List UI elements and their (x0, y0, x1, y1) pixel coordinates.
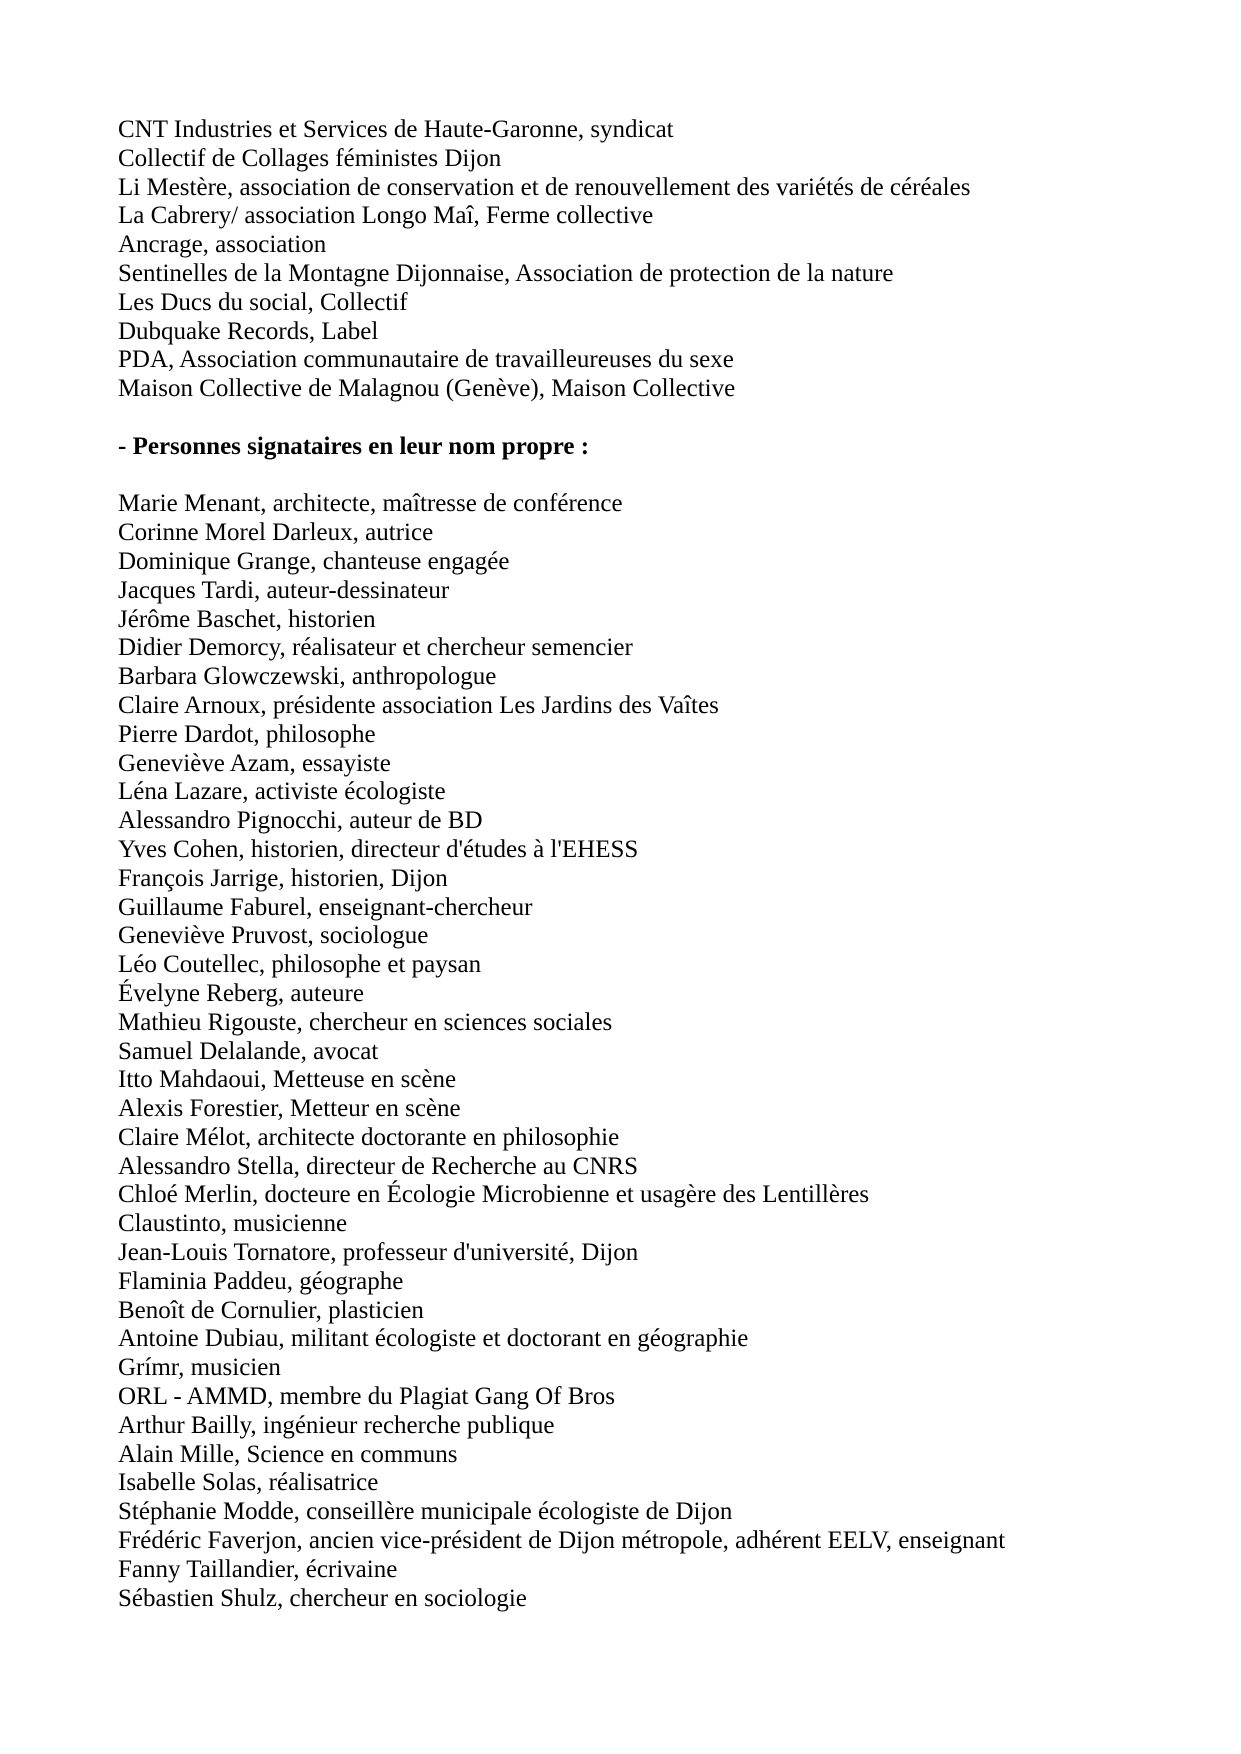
signatory-line: Fanny Taillandier, écrivaine (118, 1555, 398, 1583)
organization-line: Dubquake Records, Label (118, 317, 379, 345)
signatory-line: Guillaume Faburel, enseignant-chercheur (118, 893, 533, 921)
signatory-line: Stéphanie Modde, conseillère municipale écologiste de Dijon (118, 1498, 733, 1526)
organization-line: PDA, Association communautaire de travailleureuses du sexe (118, 346, 734, 374)
signatory-line: Mathieu Rigouste, chercheur en sciences sociales (118, 1008, 613, 1036)
signatory-line: Flaminia Paddeu, géographe (118, 1267, 404, 1295)
signatories-list (118, 490, 1131, 1613)
signatory-line: Samuel Delalande, avocat (118, 1037, 379, 1065)
organization-line: Collectif de Collages féministes Dijon (118, 144, 502, 172)
signatory-line: Yves Cohen, historien, directeur d'études à l'EHESS (118, 835, 639, 863)
signatory-line: Itto Mahdaoui, Metteuse en scène (118, 1066, 457, 1094)
signatory-line: Jacques Tardi, auteur-dessinateur (118, 576, 450, 604)
organizations-list (118, 116, 1131, 404)
signatory-line: Alessandro Stella, directeur de Recherche au CNRS (118, 1152, 638, 1180)
signatory-line: Léo Coutellec, philosophe et paysan (118, 951, 482, 979)
signatory-line: Didier Demorcy, réalisateur et chercheur semencier (118, 634, 633, 662)
signatory-line: Sébastien Shulz, chercheur en sociologie (118, 1584, 527, 1612)
signatory-line: Antoine Dubiau, militant écologiste et doctorant en géographie (118, 1325, 749, 1353)
signatory-line: Alexis Forestier, Metteur en scène (118, 1095, 461, 1123)
signatory-line: Claustinto, musicienne (118, 1210, 348, 1238)
signatory-line: Évelyne Reberg, auteure (118, 979, 364, 1007)
signatory-line: Léna Lazare, activiste écologiste (118, 778, 446, 806)
signatory-line: Grímr, musicien (118, 1354, 281, 1382)
organization-line: CNT Industries et Services de Haute-Garonne, syndicat (118, 116, 674, 143)
organization-line: La Cabrery/ association Longo Maî, Ferme collective (118, 202, 654, 230)
signatory-line: Corinne Morel Darleux, autrice (118, 519, 434, 547)
signatory-line: Benoît de Cornulier, plasticien (118, 1296, 424, 1324)
signatory-line: Geneviève Azam, essayiste (118, 749, 391, 777)
signatory-line: Alessandro Pignocchi, auteur de BD (118, 807, 483, 835)
signatory-line: Marie Menant, architecte, maîtresse de conférence (118, 490, 623, 518)
signatory-line: Claire Arnoux, présidente association Les Jardins des Vaîtes (118, 691, 719, 719)
signatory-line: Isabelle Solas, réalisatrice (118, 1469, 379, 1497)
signatory-line: ORL - AMMD, membre du Plagiat Gang Of Bros (118, 1383, 615, 1411)
organization-line: Les Ducs du social, Collectif (118, 288, 408, 316)
signatory-line: Arthur Bailly, ingénieur recherche publique (118, 1411, 555, 1439)
signatories-heading: - Personnes signataires en leur nom propre : (118, 432, 590, 460)
signatory-line: Pierre Dardot, philosophe (118, 720, 376, 748)
signatory-line: Jérôme Baschet, historien (118, 605, 376, 633)
signatory-line: Dominique Grange, chanteuse engagée (118, 547, 510, 575)
signatory-line: Frédéric Faverjon, ancien vice-président de Dijon métropole, adhérent EELV, enseignant (118, 1527, 1006, 1555)
organization-line: Maison Collective de Malagnou (Genève), Maison Collective (118, 375, 736, 403)
signatory-line: Geneviève Pruvost, sociologue (118, 922, 429, 950)
signatory-line: Barbara Glowczewski, anthropologue (118, 663, 497, 691)
organization-line: Li Mestère, association de conservation et de renouvellement des variétés de céréales (118, 173, 971, 201)
signatory-line: Jean-Louis Tornatore, professeur d'université, Dijon (118, 1239, 639, 1267)
signatory-line: Chloé Merlin, docteure en Écologie Microbienne et usagère des Lentillères (118, 1181, 870, 1209)
organization-line: Ancrage, association (118, 231, 327, 259)
organization-line: Sentinelles de la Montagne Dijonnaise, Association de protection de la nature (118, 259, 894, 287)
signatory-line: Alain Mille, Science en communs (118, 1440, 458, 1468)
signatory-line: François Jarrige, historien, Dijon (118, 864, 448, 892)
signatory-line: Claire Mélot, architecte doctorante en philosophie (118, 1123, 620, 1151)
